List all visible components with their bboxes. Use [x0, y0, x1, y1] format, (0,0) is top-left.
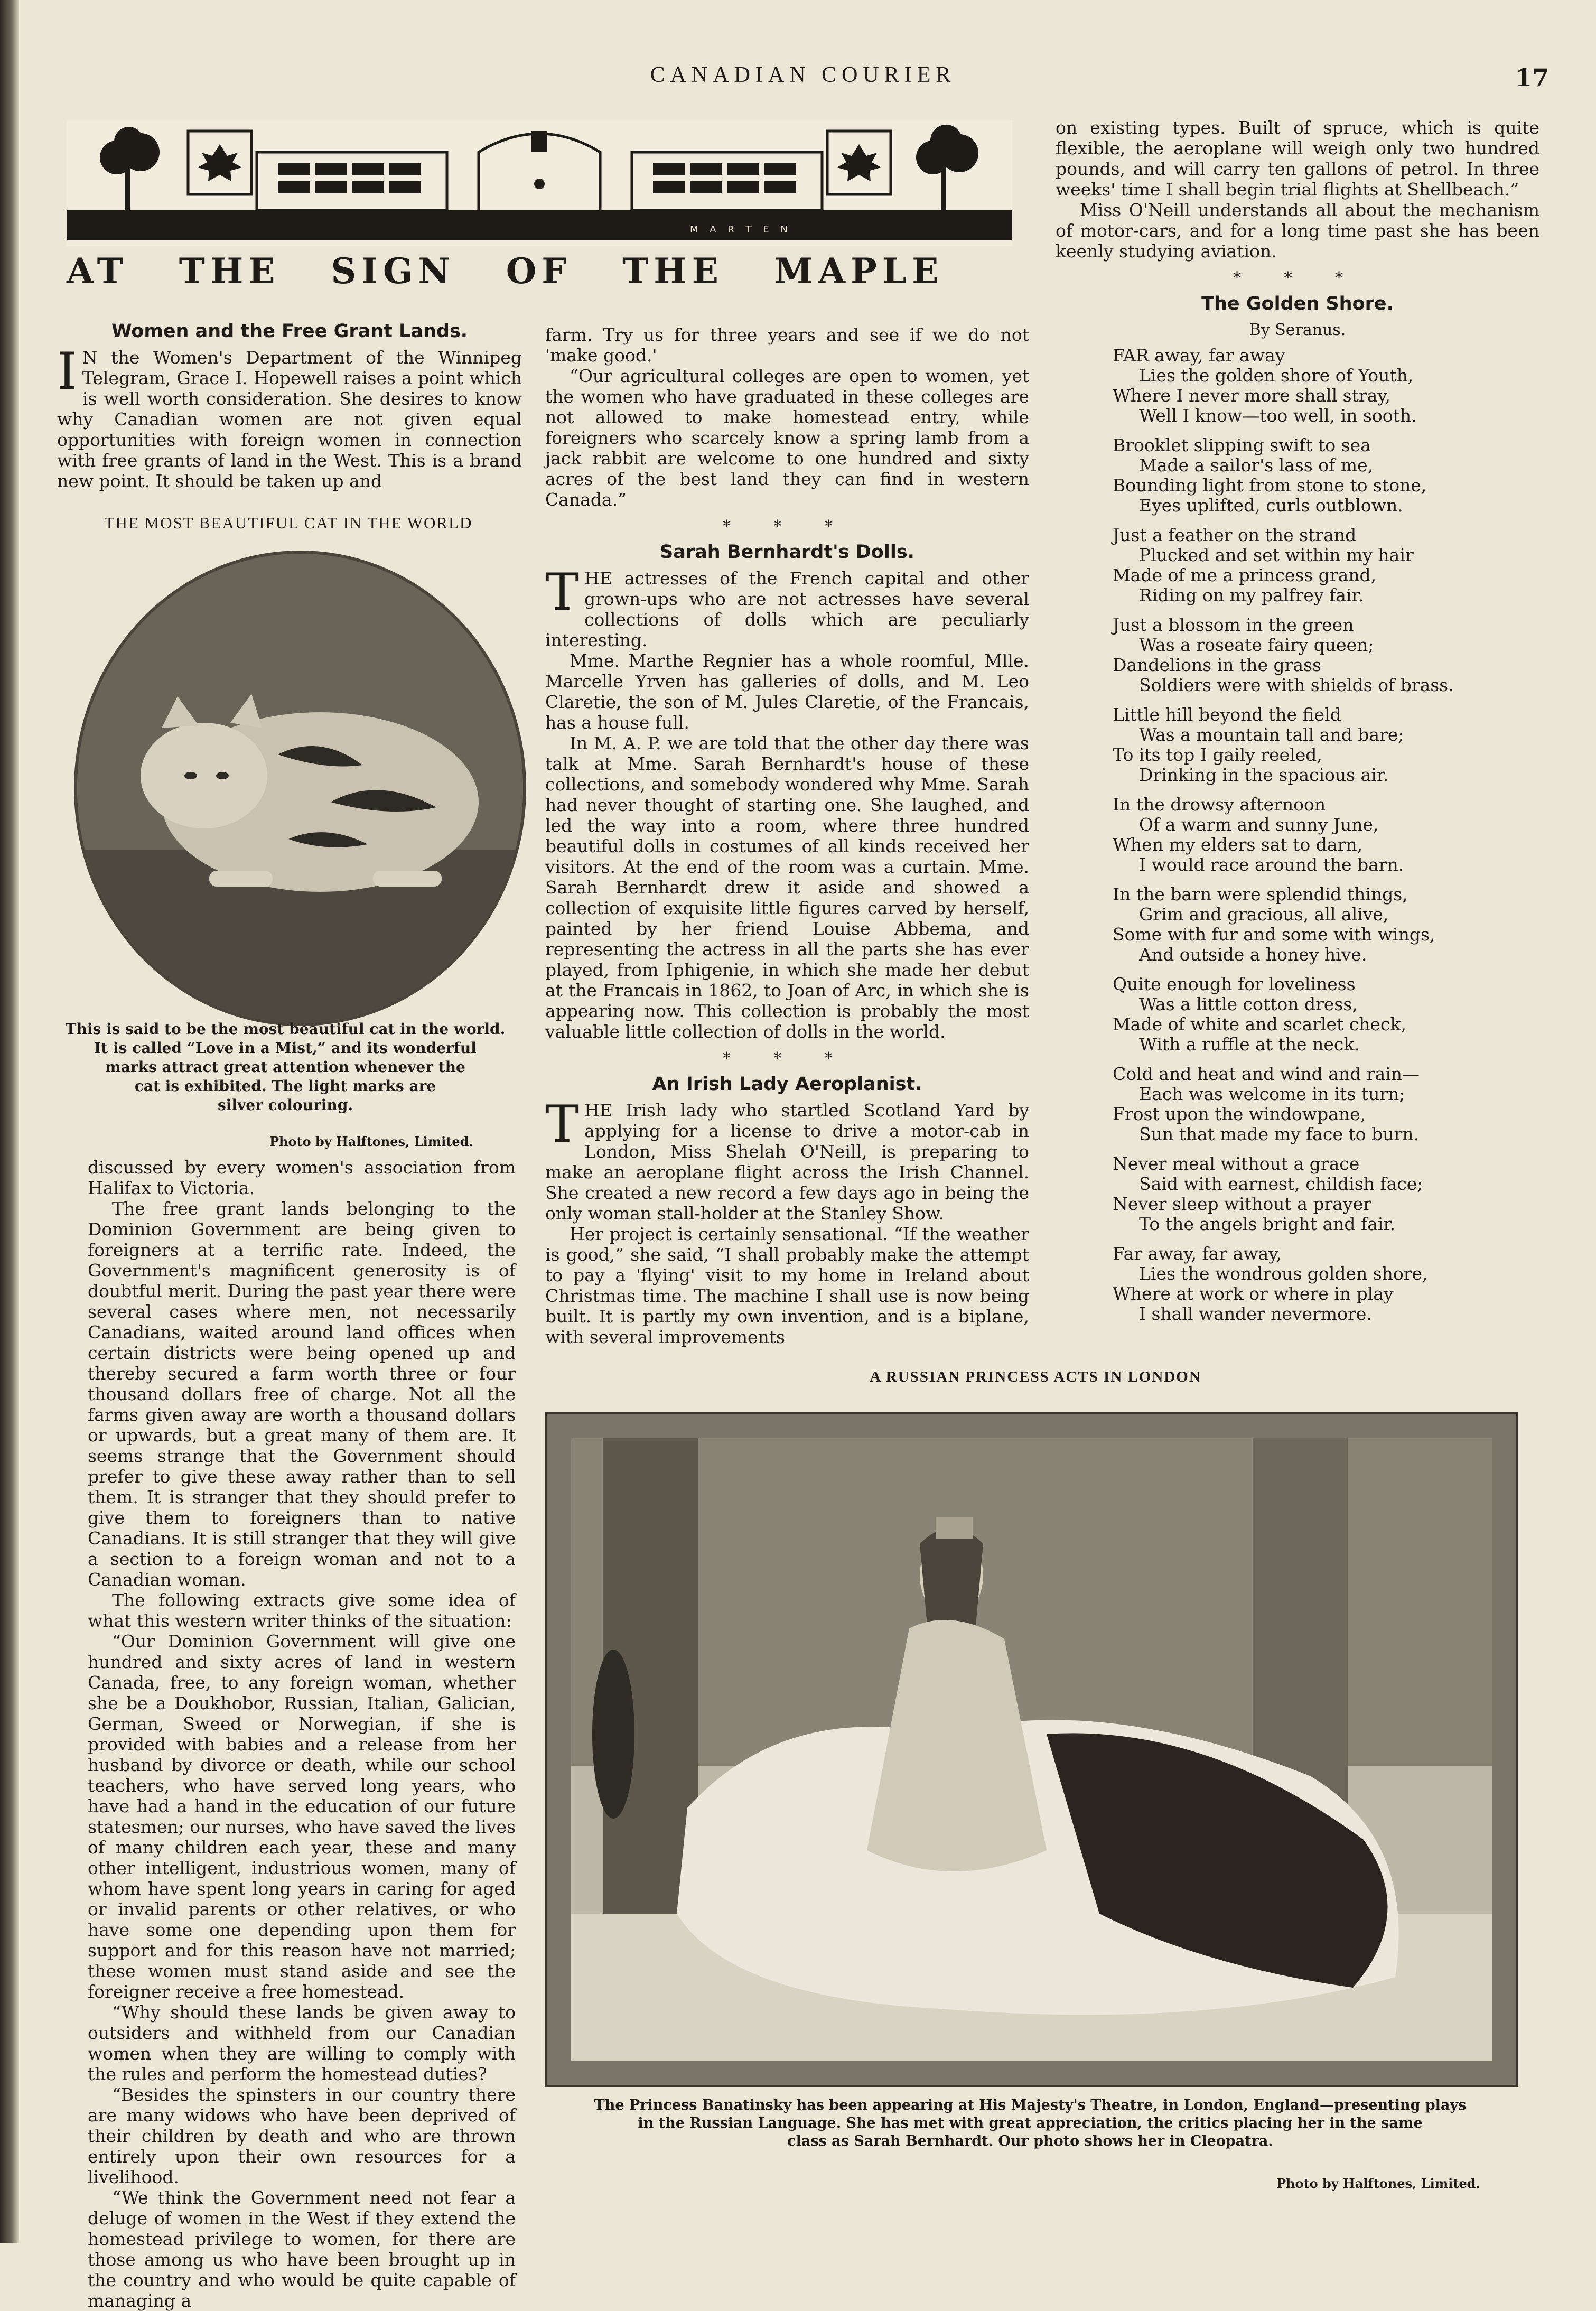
poem-line: Where I never more shall stray,: [1113, 385, 1391, 406]
poem-stanza: [1113, 1154, 1539, 1234]
poem-line: Well I know—too well, in sooth.: [1139, 405, 1417, 426]
poem-line: Was a roseate fairy queen;: [1139, 635, 1374, 655]
poem-line: I would race around the barn.: [1139, 854, 1404, 875]
poem-line: Quite enough for loveliness: [1113, 974, 1356, 994]
poem-line: Lies the golden shore of Youth,: [1139, 365, 1414, 386]
masthead-word: MAPLE: [774, 250, 944, 292]
article-paragraph: Miss O'Neill understands all about the mechanism of motor-cars, and for a long time past she has been keenly studying aviation.: [1056, 200, 1539, 262]
article-paragraph: I N the Women's Department of the Winnipeg Telegram, Grace I. Hopewell raises a point which is well worth consideration. She desires to know why Canadian women are not given equal opportunities with foreign women in connection with free grants of land in the West. This is a brand new point. It should be taken up and: [57, 342, 522, 491]
drop-cap: T: [545, 563, 580, 622]
section-separator: * * *: [1233, 269, 1362, 287]
poem-line: Made a sailor's lass of me,: [1139, 455, 1374, 476]
masthead-word: THE: [179, 250, 281, 292]
article-title: An Irish Lady Aeroplanist.: [652, 1074, 922, 1095]
running-title: CANADIAN COURIER: [650, 63, 956, 87]
poem-line: Little hill beyond the field: [1113, 704, 1341, 725]
section-masthead: [67, 250, 1018, 292]
poem-line: In the drowsy afternoon: [1113, 794, 1326, 815]
poem-line: Of a warm and sunny June,: [1139, 814, 1379, 835]
column-right: [1056, 117, 1539, 1334]
poem-stanza: [1113, 525, 1539, 605]
masthead-word: OF: [506, 250, 572, 292]
poem-line: Frost upon the windowpane,: [1113, 1104, 1366, 1124]
poem-line: To its top I gaily reeled,: [1113, 744, 1322, 765]
article-title: Sarah Bernhardt's Dolls.: [660, 542, 914, 563]
poem-line: With a ruffle at the neck.: [1139, 1034, 1360, 1055]
poem-line: Grim and gracious, all alive,: [1139, 904, 1389, 925]
poem-line: Where at work or where in play: [1113, 1283, 1394, 1304]
poem-line: Soldiers were with shields of brass.: [1139, 675, 1454, 695]
article-paragraph: farm. Try us for three years and see if we do not 'make good.': [545, 324, 1029, 366]
poem-line: Lies the wondrous golden shore,: [1139, 1263, 1428, 1284]
article-paragraph: Her project is certainly sensational. “If the weather is good,” she said, “I shall probably make the attempt to pay a 'flying' visit to my home in Ireland about Christmas time. The machine I shall use is now being built. It is partly my own invention, and is a biplane, with several improvements: [545, 1224, 1029, 1347]
masthead-word: SIGN: [331, 250, 455, 292]
page-number: 17: [1515, 63, 1550, 92]
poem-line: Never sleep without a prayer: [1113, 1194, 1371, 1214]
article-paragraph: “Our agricultural colleges are open to women, yet the women who have graduated in these colleges are not allowed to make homestead entry, while foreigners who scarcely know a spring lamb from a jack rabbit are welcome to one hundred and sixty acres of the best land they can find in western Canada.”: [545, 366, 1029, 510]
poem-line: I shall wander nevermore.: [1139, 1303, 1372, 1324]
poem-line: Each was welcome in its turn;: [1139, 1084, 1405, 1104]
banner-signature: M A R T E N: [690, 224, 792, 235]
poem-stanza: [1113, 1064, 1539, 1144]
article-paragraph: discussed by every women's association from Halifax to Victoria.: [88, 1157, 516, 1198]
poem-stanza: [1113, 884, 1539, 965]
poem-line: When my elders sat to darn,: [1113, 834, 1363, 855]
poem-stanza: [1113, 795, 1539, 875]
poem-line: Bounding light from stone to stone,: [1113, 475, 1427, 496]
poem-line: Far away, far away,: [1113, 1243, 1282, 1264]
poem-stanza: [1113, 615, 1539, 695]
poem-line: Plucked and set within my hair: [1139, 545, 1414, 565]
poem-line: Drinking in the spacious air.: [1139, 765, 1389, 785]
section-separator: * * *: [722, 1049, 852, 1068]
princess-photo-caption: The Princess Banatinsky has been appearing at His Majesty's Theatre, in London, England—presenting plays in the Russian Language. She has met with great appreciation, the critics placing her in the same class as Sarah Bernhardt. Our photo shows her in Cleopatra.: [594, 2097, 1467, 2149]
poem-line: Some with fur and some with wings,: [1113, 924, 1435, 945]
article-women-free-grant-lands-continued: [88, 1157, 516, 2311]
cat-photo-title: THE MOST BEAUTIFUL CAT IN THE WORLD: [104, 514, 473, 532]
poem-line: Said with earnest, childish face;: [1139, 1173, 1423, 1194]
poem-stanza: [1113, 974, 1539, 1055]
poem-line: Was a little cotton dress,: [1139, 994, 1358, 1014]
masthead-word: AT: [67, 250, 128, 292]
article-paragraph: THE Irish lady who startled Scotland Yard by applying for a license to drive a motor-cab in London, Miss Shelah O'Neill, is preparing to make an aeroplane flight across the Irish Channel. She created a new record a few days ago in being the only woman stall-holder at the Stanley Show.: [545, 1095, 1029, 1224]
column-middle: [545, 324, 1029, 1347]
poem-line: And outside a honey hive.: [1139, 944, 1367, 965]
poem-stanza: [1113, 346, 1539, 426]
article-paragraph: The free grant lands belonging to the Dominion Government are being given to foreigners at a terrific rate. Indeed, the Government's magnificent generosity is of doubtful merit. During the past year there were several cases where men, not necessarily Canadians, waited around land offices when certain districts were being opened up and thereby secured a farm worth three or four thousand dollars free of charge. Not all the farms given away are worth a thousand dollars or upwards, but a great many of them are. It seems strange that the Government should prefer to give these away rather than to sell them. It is stranger that they should prefer to give them to foreigners than to native Canadians. It is still stranger that they will give a section to a foreign woman and not to a Canadian woman.: [88, 1198, 516, 1590]
poem-line: Dandelions in the grass: [1113, 655, 1321, 675]
masthead-word: THE: [622, 250, 724, 292]
article-paragraph: The following extracts give some idea of what this western writer thinks of the situation:: [88, 1590, 516, 1631]
princess-photograph: [545, 1412, 1518, 2087]
poem-line: Just a feather on the strand: [1113, 525, 1357, 545]
section-separator: * * *: [722, 517, 852, 536]
article-paragraph: Mme. Marthe Regnier has a whole roomful, Mlle. Marcelle Yrven has galleries of dolls, and M. Leo Claretie, the son of M. Jules Claretie, of the Francais, has a house full.: [545, 650, 1029, 733]
article-paragraph: In M. A. P. we are told that the other day there was talk at Mme. Sarah Bernhardt's house of these collections, and somebody wondered why Mme. Sarah had never thought of starting one. She laughed, and led the way into a room, where three hundred beautiful dolls in costumes of all kinds received her visitors. At the end of the room was a curtain. Mme. Sarah Bernhardt drew it aside and showed a collection of exquisite little figures carved by herself, painted by her friend Louise Abbema, and representing the actress in all the parts she has ever played, from Iphigenie, in which she made her debut at the Francais in 1862, to Joan of Arc, in which she is appearing now. This collection is probably the most valuable little collection of dolls in the world.: [545, 733, 1029, 1042]
poem-line: Sun that made my face to burn.: [1139, 1124, 1419, 1144]
poem-stanza: [1113, 705, 1539, 785]
poem-title: The Golden Shore.: [1201, 293, 1394, 314]
poem-line: Was a mountain tall and bare;: [1139, 724, 1404, 745]
poem-line: To the angels bright and fair.: [1139, 1214, 1396, 1234]
cat-illustration: [77, 554, 523, 1023]
article-paragraph: on existing types. Built of spruce, which is quite flexible, the aeroplane will weigh only two hundred pounds, and will carry ten gallons of petrol. In three weeks' time I shall begin trial flights at Shellbeach.”: [1056, 117, 1539, 200]
drop-cap: I: [57, 342, 77, 401]
article-women-free-grant-lands-intro: [57, 317, 522, 491]
poem-stanza: [1113, 1244, 1539, 1324]
poem-line: Brooklet slipping swift to sea: [1113, 435, 1371, 455]
cat-photograph: [74, 551, 526, 1026]
poem-line: In the barn were splendid things,: [1113, 884, 1408, 905]
cat-photo-caption: This is said to be the most beautiful cat in the world. It is called “Love in a Mist,” and its wonderful marks attract great attention whenever the cat is exhibited. The light marks are silver colouring.: [65, 1020, 506, 1114]
poem-line: Eyes uplifted, curls outblown.: [1139, 495, 1403, 516]
poem-stanza: [1113, 435, 1539, 516]
princess-photo-credit: Photo by Halftones, Limited.: [1276, 2176, 1480, 2191]
poem-line: FAR away, far away: [1113, 345, 1285, 366]
poem-line: Made of me a princess grand,: [1113, 565, 1377, 585]
poem-line: Never meal without a grace: [1113, 1153, 1360, 1174]
princess-illustration: [571, 1438, 1492, 2061]
poem-line: Made of white and scarlet check,: [1113, 1014, 1406, 1035]
poem-byline: By Seranus.: [1249, 321, 1346, 339]
drop-cap: T: [545, 1095, 580, 1154]
cat-photo-credit: Photo by Halftones, Limited.: [269, 1134, 473, 1149]
page-binding-shadow: [0, 0, 19, 2243]
princess-photo-title: A RUSSIAN PRINCESS ACTS IN LONDON: [870, 1368, 1201, 1385]
maple-banner-illustration: [67, 120, 1012, 246]
poem-line: Just a blossom in the green: [1113, 614, 1354, 635]
article-paragraph: THE actresses of the French capital and other grown-ups who are not actresses have several collections of dolls which are peculiarly interesting.: [545, 563, 1029, 650]
article-paragraph: “Why should these lands be given away to outsiders and withheld from our Canadian women when they are willing to comply with the rules and perform the homestead duties?: [88, 2002, 516, 2084]
poem-line: Cold and heat and wind and rain—: [1113, 1064, 1420, 1084]
poem-line: Riding on my palfrey fair.: [1139, 585, 1364, 605]
article-paragraph: “Besides the spinsters in our country there are many widows who have been deprived of their children by death and who are thrown entirely upon their own resources for a livelihood.: [88, 2084, 516, 2187]
article-paragraph: “We think the Government need not fear a deluge of women in the West if they extend the homestead privilege to women, for there are those among us who have been brought up in the country and who would be quite capable of managing a: [88, 2187, 516, 2311]
poem-body: [1056, 346, 1539, 1324]
article-title: Women and the Free Grant Lands.: [111, 321, 468, 342]
article-paragraph: “Our Dominion Government will give one hundred and sixty acres of land in western Canada, free, to any foreign woman, whether she be a Doukhobor, Russian, Italian, Galician, German, Sweed or Norwegian, if she is provided with babies and a release from her husband by divorce or death, while our school teachers, who have served long years, who have had a hand in the education of our future statesmen; our nurses, who have saved the lives of many children each year, these and many other intelligent, industrious women, many of whom have spent long years in caring for aged or invalid parents or other relatives, or who have some one depending upon them for support and for this reason have not married; these women must stand aside and see the foreigner receive a free homestead.: [88, 1631, 516, 2002]
